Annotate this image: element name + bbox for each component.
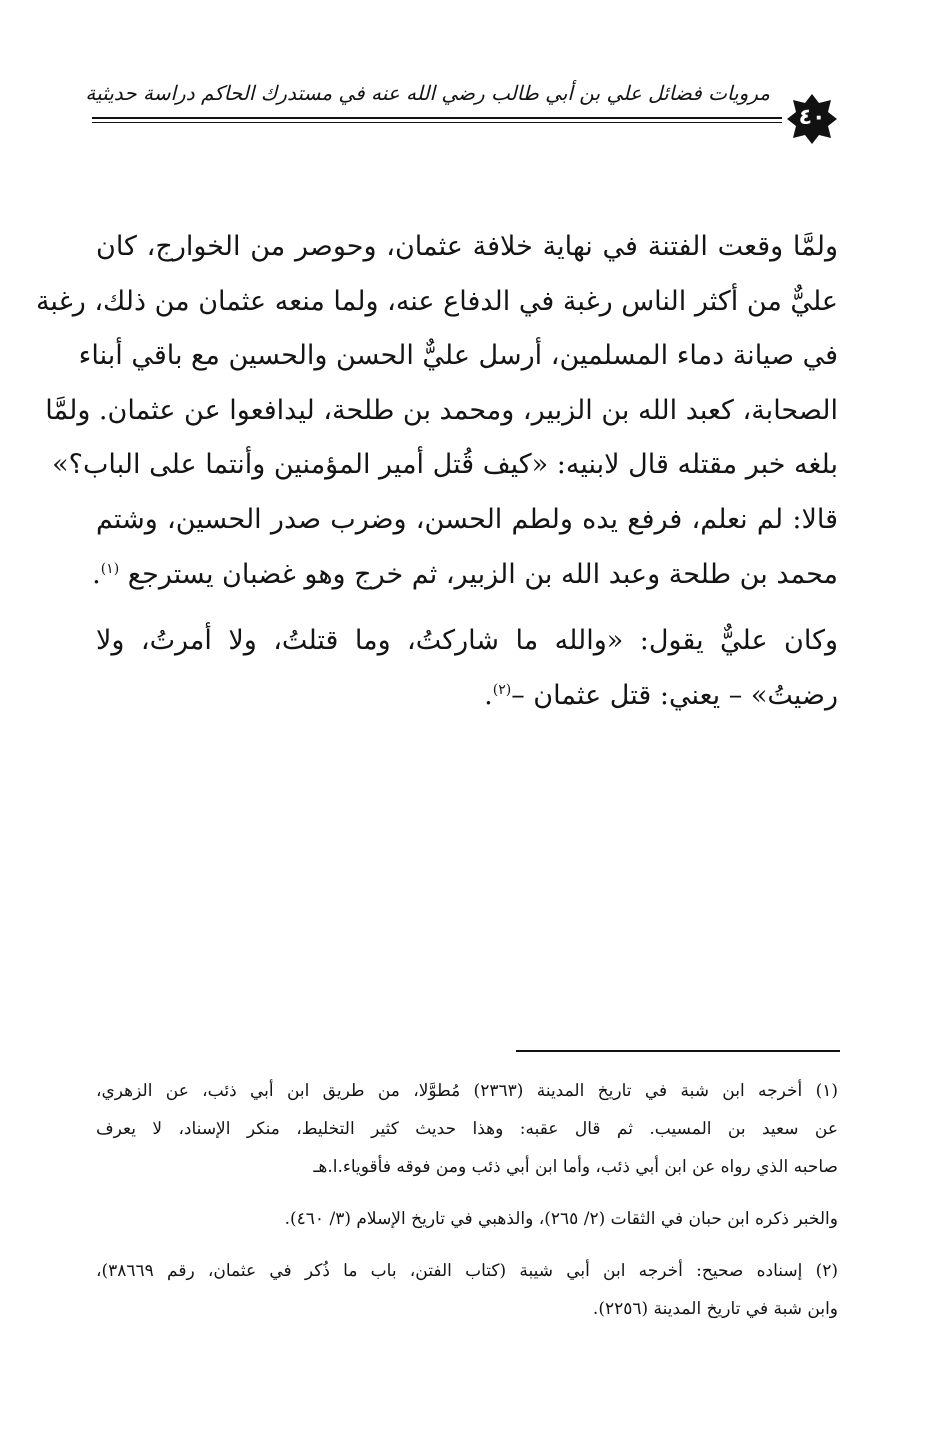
footnote-line: (٢) إسناده صحيح: أخرجه ابن أبي شيبة (كتاب الفتن، باب ما ذُكر في عثمان، رقم ٣٨٦٦٩)،	[96, 1261, 838, 1281]
text-line: وكان عليٌّ يقول: «والله ما شاركتُ، وما قتلتُ، ولا أمرتُ، ولا	[96, 625, 838, 657]
footnote-2	[96, 1252, 838, 1328]
running-header-title: مرويات فضائل علي بن أبي طالب رضي الله عنه في مستدرك الحاكم دراسة حديثية	[85, 81, 770, 105]
page-number: ٤٠	[798, 105, 826, 130]
footnote-1-addendum	[96, 1200, 838, 1238]
footnote-line: عن سعيد بن المسيب. ثم قال عقبه: وهذا حديث كثير التخليط، منكر الإسناد، لا يعرف	[96, 1119, 838, 1139]
footnote-line: والخبر ذكره ابن حبان في الثقات (٢/ ٢٦٥)، والذهبي في تاريخ الإسلام (٣/ ٤٦٠).	[284, 1209, 838, 1229]
header-rule	[92, 117, 782, 119]
sentence-end: .	[92, 558, 101, 590]
footnotes	[96, 1072, 838, 1328]
footnote-ref-1[interactable]: (١)	[100, 560, 120, 577]
paragraph-1	[35, 220, 838, 602]
footnote-line: (١) أخرجه ابن شبة في تاريخ المدينة (٢٣٦٣) مُطوَّلا، من طريق ابن أبي ذئب، عن الزهري،	[96, 1081, 838, 1101]
text-line: بلغه خبر مقتله قال لابنيه: «كيف قُتل أمير المؤمنين وأنتما على الباب؟»	[52, 449, 838, 481]
footnote-line: وابن شبة في تاريخ المدينة (٢٢٥٦).	[592, 1299, 838, 1319]
footnote-ref-2[interactable]: (٢)	[492, 681, 512, 698]
footnote-separator	[516, 1050, 840, 1052]
text-line-content: محمد بن طلحة وعبد الله بن الزبير، ثم خرج وهو غضبان يسترجع	[127, 558, 838, 590]
text-line: ولمَّا وقعت الفتنة في نهاية خلافة عثمان، وحوصر من الخوارج، كان	[96, 231, 838, 262]
main-text	[35, 220, 838, 723]
text-line-last	[96, 669, 838, 724]
header-rule-thin	[92, 122, 782, 123]
text-line-content: رضيتُ» – يعني: قتل عثمان –	[511, 679, 838, 711]
text-line-last	[92, 548, 838, 603]
text-line: عليٌّ من أكثر الناس رغبة في الدفاع عنه، ولما منعه عثمان من ذلك، رغبة	[35, 285, 838, 317]
paragraph-2	[96, 614, 838, 723]
sentence-end: .	[484, 679, 493, 711]
page-number-badge	[786, 93, 838, 145]
footnote-1	[96, 1072, 838, 1186]
text-line: في صيانة دماء المسلمين، أرسل عليٌّ الحسن والحسين مع باقي أبناء	[78, 340, 838, 372]
text-line: قالا: لم نعلم، فرفع يده ولطم الحسن، وضرب صدر الحسين، وشتم	[96, 503, 838, 535]
footnote-line: صاحبه الذي رواه عن ابن أبي ذئب، وأما ابن أبي ذئب ومن فوقه فأقوياء.ا.هـ	[313, 1157, 838, 1177]
text-line: الصحابة، كعبد الله بن الزبير، ومحمد بن طلحة، ليدافعوا عن عثمان. ولمَّا	[45, 394, 838, 426]
